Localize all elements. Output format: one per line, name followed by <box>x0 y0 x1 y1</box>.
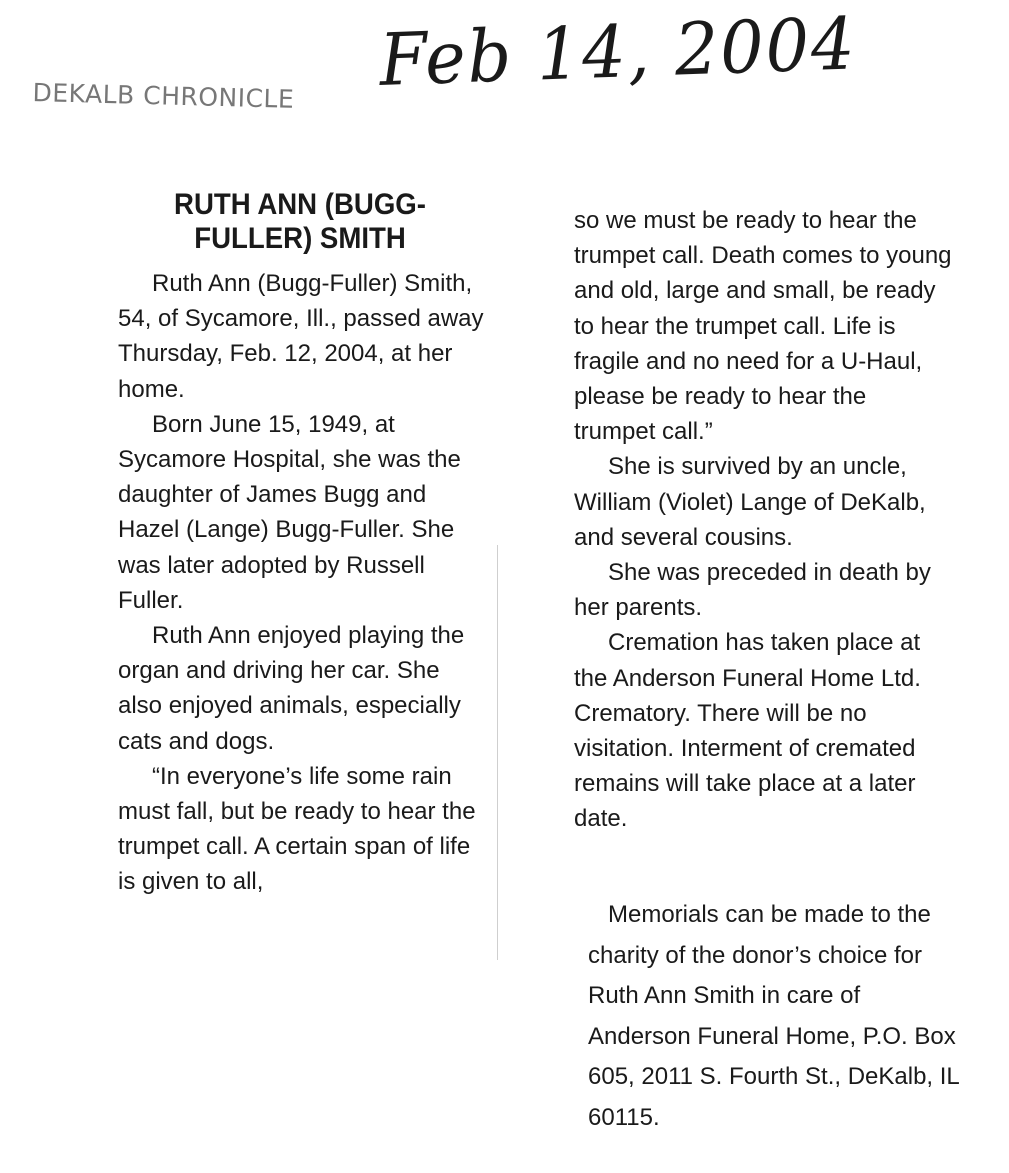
obituary-paragraph: She was preceded in death by her parents. <box>574 559 931 622</box>
handwritten-date: Feb 14, 2004 <box>378 1 858 102</box>
obituary-headline: RUTH ANN (BUGG-FULLER) SMITH <box>174 188 426 255</box>
obituary-paragraph: Born June 15, 1949, at Sycamore Hospital, she was the daughter of James Bugg and Hazel (Lange) Bugg-Fuller. She was later adopted by Russell Fuller. <box>118 410 461 614</box>
column-divider <box>497 545 498 960</box>
memorial-paragraph: Memorials can be made to the charity of the donor’s choice for Ruth Ann Smith in care of Anderson Funeral Home, P.O. Box 605, 2011 S. Fourth St., DeKalb, IL 60115. <box>588 901 959 1131</box>
memorial-block <box>588 895 960 1138</box>
obituary-paragraph: She is survived by an uncle, William (Violet) Lange of DeKalb, and several cousins. <box>574 453 926 551</box>
right-column <box>574 203 954 837</box>
obituary-paragraph: Ruth Ann (Bugg-Fuller) Smith, 54, of Sycamore, Ill., passed away Thursday, Feb. 12, 2004, at her home. <box>118 270 484 403</box>
obituary-paragraph: “In everyone’s life some rain must fall, but be ready to hear the trumpet call. A certain span of life is given to all, <box>118 762 476 896</box>
obituary-paragraph: Cremation has taken place at the Anderson Funeral Home Ltd. Crematory. There will be no visitation. Interment of cremated remains will take place at a later date. <box>574 629 921 833</box>
obituary-paragraph: so we must be ready to hear the trumpet call. Death comes to young and old, large and small, be ready to hear the trumpet call. Life is fragile and no need for a U-Haul, please be ready to hear the trumpet call.” <box>574 207 952 446</box>
newspaper-stamp: DEKALB CHRONICLE <box>32 78 295 114</box>
obituary-paragraph: Ruth Ann enjoyed playing the organ and driving her car. She also enjoyed animals, especially cats and dogs. <box>118 622 465 755</box>
left-column <box>118 266 490 900</box>
